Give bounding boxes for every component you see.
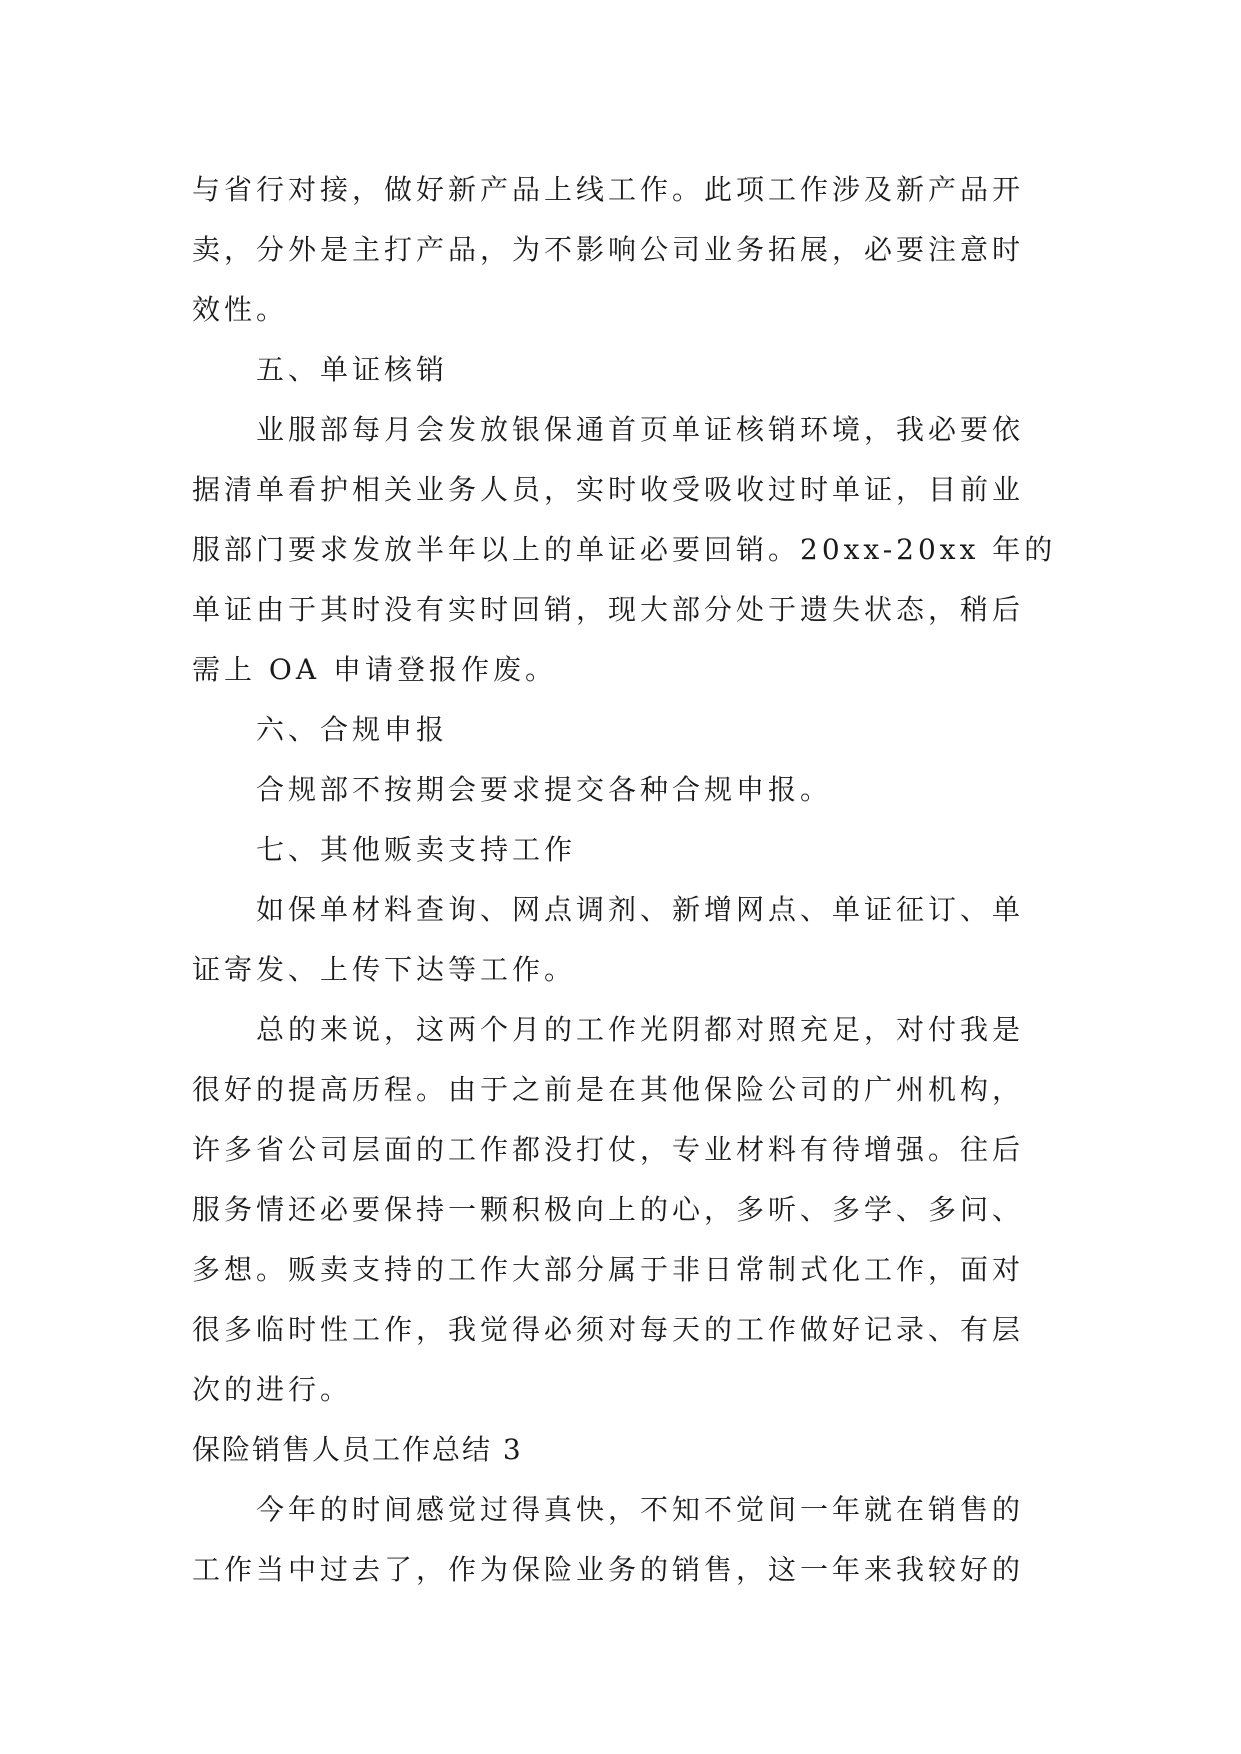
section-heading: 保险销售人员工作总结 3	[192, 1433, 523, 1466]
text-line: 服务情还必要保持一颗积极向上的心，多听、多学、多问、	[192, 1193, 1025, 1226]
text-line: 证寄发、上传下达等工作。	[192, 953, 577, 986]
text-line: 今年的时间感觉过得真快，不知不觉间一年就在销售的	[256, 1493, 1025, 1526]
text-line: 服部门要求发放半年以上的单证必要回销。20xx-20xx 年的	[192, 533, 1057, 566]
text-line: 单证由于其时没有实时回销，现大部分处于遗失状态，稍后	[192, 593, 1025, 626]
document-body	[192, 160, 1068, 1600]
text-line: 多想。贩卖支持的工作大部分属于非日常制式化工作，面对	[192, 1253, 1025, 1286]
text-line: 许多省公司层面的工作都没打仗，专业材料有待增强。往后	[192, 1133, 1025, 1166]
text-line: 需上 OA 申请登报作废。	[192, 653, 557, 686]
text-line: 卖，分外是主打产品，为不影响公司业务拓展，必要注意时	[192, 233, 1025, 266]
text-line: 很好的提高历程。由于之前是在其他保险公司的广州机构，	[192, 1073, 1025, 1106]
text-line: 工作当中过去了，作为保险业务的销售，这一年来我较好的	[192, 1553, 1025, 1586]
text-line: 业服部每月会发放银保通首页单证核销环境，我必要依	[256, 413, 1025, 446]
text-line: 五、单证核销	[256, 353, 449, 386]
text-line: 很多临时性工作，我觉得必须对每天的工作做好记录、有层	[192, 1313, 1025, 1346]
text-line: 总的来说，这两个月的工作光阴都对照充足，对付我是	[256, 1013, 1025, 1046]
text-line: 效性。	[192, 293, 289, 326]
text-line: 六、合规申报	[256, 713, 449, 746]
text-line: 合规部不按期会要求提交各种合规申报。	[256, 773, 833, 806]
text-line: 次的进行。	[192, 1373, 353, 1406]
text-line: 七、其他贩卖支持工作	[256, 833, 577, 866]
text-line: 与省行对接，做好新产品上线工作。此项工作涉及新产品开	[192, 173, 1025, 206]
text-line: 据清单看护相关业务人员，实时收受吸收过时单证，目前业	[192, 473, 1025, 506]
text-line: 如保单材料查询、网点调剂、新增网点、单证征订、单	[256, 893, 1025, 926]
